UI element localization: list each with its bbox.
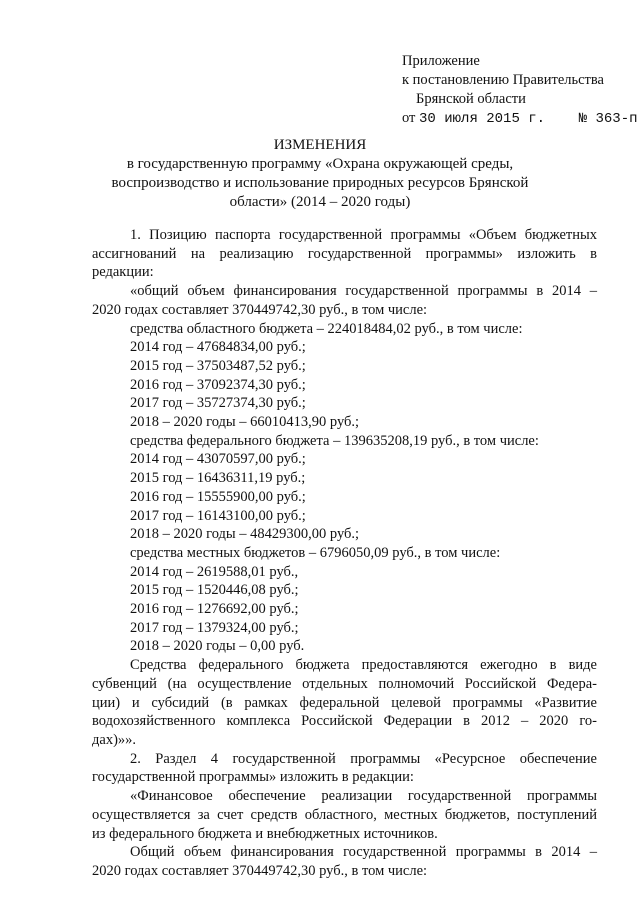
- body-line: 2014 год – 47684834,00 руб.;: [130, 339, 306, 356]
- body-line: средства областного бюджета – 224018484,02 руб., в том числе:: [130, 320, 523, 337]
- body-line: 2020 годах составляет 370449742,30 руб., в том числе:: [92, 301, 428, 318]
- body-line: 2016 год – 15555900,00 руб.;: [130, 488, 306, 505]
- body-line: 2015 год – 37503487,52 руб.;: [130, 357, 306, 374]
- body-line: 2018 – 2020 годы – 48429300,00 руб.;: [130, 526, 360, 543]
- body-line: средства местных бюджетов – 6796050,09 руб., в том числе:: [130, 544, 501, 561]
- body-line: 2015 год – 1520446,08 руб.;: [130, 582, 299, 599]
- body-line: 2. Раздел 4 государственной программы «Ресурсное обеспечение: [130, 750, 597, 767]
- body-line: 2014 год – 2619588,01 руб.,: [130, 563, 299, 580]
- body-line: «общий объем финансирования государственной программы в 2014 –: [130, 283, 597, 300]
- body-line: 2020 годах составляет 370449742,30 руб., в том числе:: [92, 862, 428, 879]
- body-line: ции) и субсидий (в рамках федеральной целевой программы «Развитие: [92, 694, 597, 711]
- appendix-decree-ref: к постановлению Правительства: [402, 72, 604, 88]
- appendix-date-prefix: от: [402, 110, 416, 126]
- body-line: из федерального бюджета и внебюджетных источников.: [92, 825, 438, 842]
- document-title: [0, 136, 640, 212]
- body-line: 2014 год – 43070597,00 руб.;: [130, 451, 306, 468]
- body-line: 2017 год – 1379324,00 руб.;: [130, 619, 299, 636]
- body-line: Средства федерального бюджета предоставляются ежегодно в виде: [130, 657, 597, 674]
- appendix-date-line: [402, 109, 638, 129]
- body-line: 2018 – 2020 годы – 0,00 руб.: [130, 638, 305, 655]
- body-line: 1. Позицию паспорта государственной программы «Объем бюджетных: [130, 227, 597, 243]
- body-line: редакции:: [92, 264, 154, 281]
- body-line: 2018 – 2020 годы – 66010413,90 руб.;: [130, 414, 360, 431]
- body-line: 2016 год – 1276692,00 руб.;: [130, 601, 299, 618]
- appendix-number: № 363-п: [578, 111, 638, 127]
- body-line: субвенций (на осуществление отдельных полномочий Российской Федера-: [92, 675, 597, 692]
- appendix-date: 30 июля 2015 г.: [419, 111, 546, 127]
- body-line: 2015 год – 16436311,19 руб.;: [130, 470, 306, 487]
- body-line: осуществляется за счет средств областного, местных бюджетов, поступлений: [92, 806, 597, 823]
- body-line: водохозяйственного комплекса Российской Федерации в 2012 – 2020 го-: [92, 713, 597, 730]
- title-line-1: в государственную программу «Охрана окружающей среды,: [126, 156, 514, 172]
- body-line: государственной программы» изложить в редакции:: [92, 769, 414, 786]
- body-line: средства федерального бюджета – 139635208,19 руб., в том числе:: [130, 432, 539, 449]
- body-line: Общий объем финансирования государственной программы в 2014 –: [130, 844, 597, 861]
- body-line: ассигнований на реализацию государственной программы» изложить в: [92, 245, 597, 262]
- appendix-label: Приложение: [402, 53, 480, 69]
- title-line-2: воспроизводство и использование природных ресурсов Брянской: [111, 175, 529, 191]
- title-heading: ИЗМЕНЕНИЯ: [273, 137, 367, 153]
- body-line: «Финансовое обеспечение реализации государственной программы: [130, 788, 597, 805]
- body-line: дах)»».: [92, 731, 137, 748]
- appendix-region: Брянской области: [416, 91, 526, 107]
- title-line-3: области» (2014 – 2020 годы): [229, 194, 411, 210]
- appendix-header: [402, 52, 638, 129]
- document-body: [92, 226, 597, 881]
- body-line: 2017 год – 16143100,00 руб.;: [130, 507, 306, 524]
- body-line: 2017 год – 35727374,30 руб.;: [130, 395, 306, 412]
- body-line: 2016 год – 37092374,30 руб.;: [130, 376, 306, 393]
